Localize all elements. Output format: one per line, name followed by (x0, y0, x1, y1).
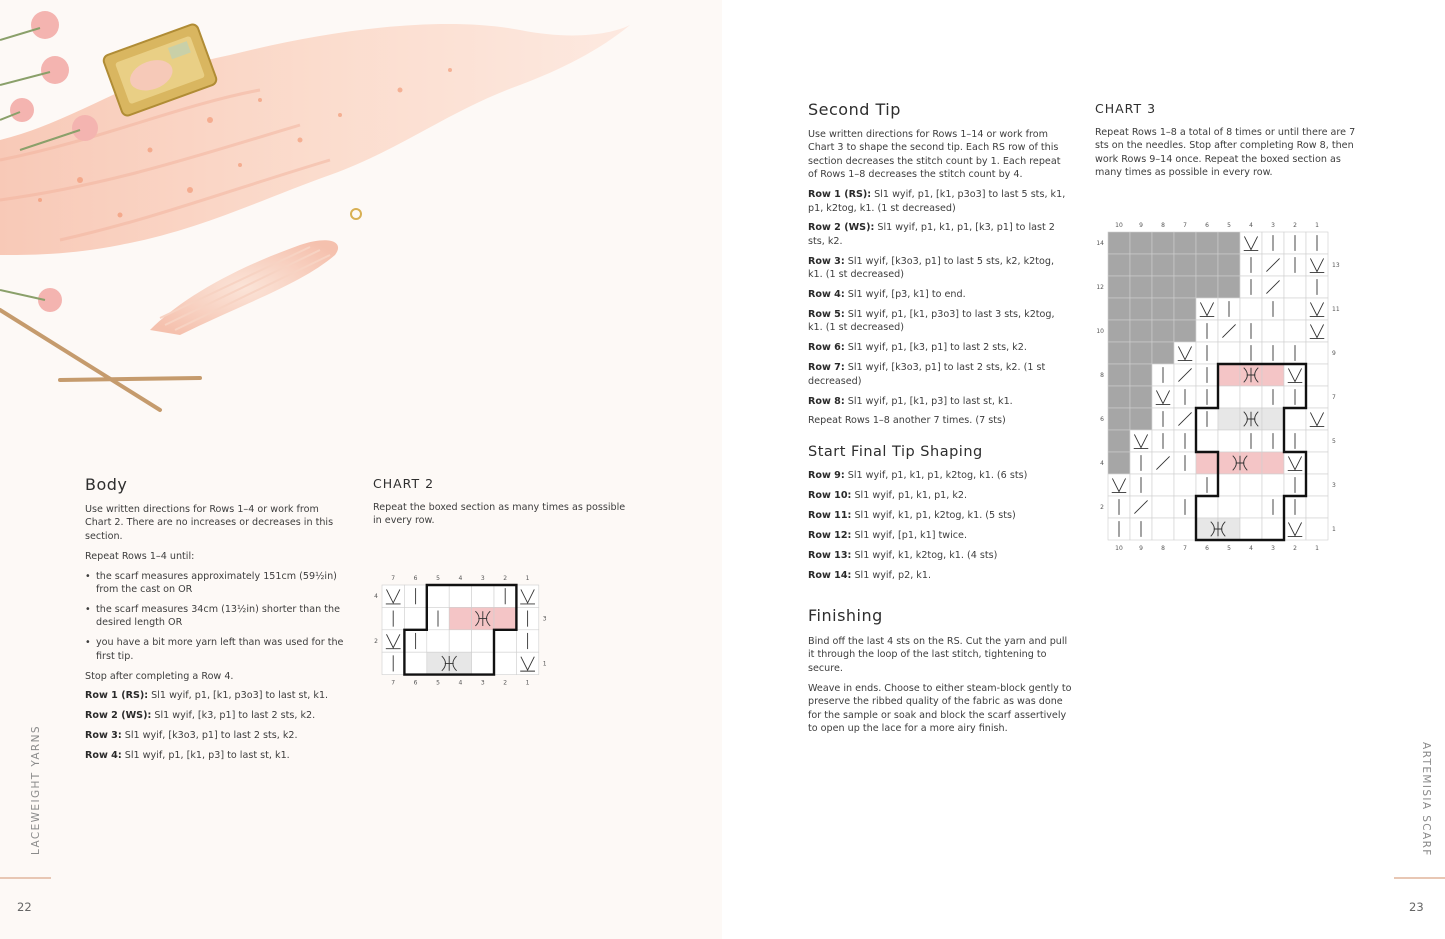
row-label: Row 3: (808, 255, 845, 267)
chart-cell (449, 607, 471, 629)
chart-column-number: 6 (413, 679, 418, 687)
chart-cell (1218, 276, 1240, 298)
body-row-4 (85, 749, 347, 762)
body-bullet: • you have a bit more yarn left than was used for the first tip. (96, 636, 347, 663)
row-label: Row 12: (808, 529, 852, 541)
row-text: Sl1 wyif, p1, [k1, p3] to last st, k1. (124, 750, 290, 762)
body-bullet-list (85, 570, 347, 663)
row-text: Sl1 wyif, p1, [k3, p1] to last 2 sts, k2. (847, 342, 1027, 354)
body-bullet: • the scarf measures approximately 151cm (59½in) from the cast on OR (96, 570, 347, 597)
chart-cell (1218, 342, 1240, 364)
chart-cell (1306, 452, 1328, 474)
chart-cell (494, 607, 516, 629)
chart-column-number: 3 (1271, 222, 1275, 229)
chart-column-number: 9 (1139, 545, 1143, 552)
body-heading: Body (85, 475, 128, 494)
finishing-heading: Finishing (808, 606, 883, 625)
chart-cell (1152, 254, 1174, 276)
chart-cell (1218, 364, 1240, 386)
chart-cell (1262, 518, 1284, 540)
tip-row-6 (808, 341, 1070, 354)
chart-cell (1196, 452, 1218, 474)
chart-cell (1130, 386, 1152, 408)
body-row-3 (85, 729, 347, 742)
chart-column-number: 1 (1315, 545, 1319, 552)
row-text: Sl1 wyif, p1, [k1, p3] to last st, k1. (847, 395, 1013, 407)
chart-cell (1108, 298, 1130, 320)
chart-column-number: 1 (525, 575, 530, 582)
tip-row-1 (808, 188, 1070, 215)
chart3-note-box (1095, 126, 1357, 186)
final-row-13 (808, 549, 1070, 562)
chart-cell (1152, 276, 1174, 298)
chart-cell (1240, 474, 1262, 496)
second-tip-heading: Second Tip (808, 100, 901, 119)
row-text: Sl1 wyif, k1, k2tog, k1. (4 sts) (854, 549, 998, 561)
chart-row-number: 6 (1100, 416, 1104, 423)
row-label: Row 14: (808, 569, 852, 581)
chart-cell (1152, 342, 1174, 364)
row-text: Sl1 wyif, p1, k1, p1, [k3, p1] to last 2 sts, k2. (808, 222, 1055, 247)
chart-column-number: 5 (436, 679, 440, 687)
chart-cell (1108, 342, 1130, 364)
chart-cell (1174, 320, 1196, 342)
row-label: Row 2 (WS): (808, 222, 875, 234)
chart-cell (1306, 474, 1328, 496)
chart-cell (1108, 276, 1130, 298)
chart-cell (1174, 518, 1196, 540)
chart-cell (1218, 408, 1240, 430)
row-label: Row 2 (WS): (85, 710, 152, 722)
chart-cell (1130, 276, 1152, 298)
chart-cell (1306, 386, 1328, 408)
row-label: Row 8: (808, 395, 845, 407)
row-text: Sl1 wyif, [k3, p1] to last 2 sts, k2. (154, 710, 316, 722)
chart-row-number: 9 (1332, 350, 1336, 357)
row-label: Row 10: (808, 489, 852, 501)
finishing-section (808, 635, 1072, 742)
tip-row-5 (808, 308, 1070, 335)
chart-column-number: 9 (1139, 222, 1143, 229)
chart-column-number: 3 (1271, 545, 1275, 552)
chart-column-number: 6 (413, 575, 418, 582)
chart-column-number: 7 (1183, 545, 1187, 552)
chart-column-number: 1 (1315, 222, 1319, 229)
chart-row-number: 11 (1332, 306, 1340, 313)
right-page (722, 0, 1445, 939)
chart-column-number: 5 (436, 575, 440, 582)
chart-row-number: 2 (1100, 504, 1104, 511)
side-title: ARTEMISIA SCARF (1420, 742, 1432, 857)
chart-cell (1306, 496, 1328, 518)
chart-cell (1306, 518, 1328, 540)
chart-row-number: 13 (1332, 262, 1340, 269)
final-row-12 (808, 529, 1070, 542)
chart-cell (404, 652, 426, 674)
finishing-paragraph: Bind off the last 4 sts on the RS. Cut the yarn and pull it through the loop of the last stitch, tightening to secure. (808, 636, 1068, 674)
chart-cell (1108, 408, 1130, 430)
chart-cell (494, 652, 516, 674)
second-tip-intro: Use written directions for Rows 1–14 or work from Chart 3 to shape the second tip. Each RS row of this section decreases the stitch count by 1. Each repeat of Rows 1–8 decreases the stitch count by 4. (808, 129, 1061, 181)
chart-cell (1196, 232, 1218, 254)
chart2-note: Repeat the boxed section as many times as possible in every row. (373, 502, 626, 527)
chart-row-number: 4 (374, 593, 378, 601)
chart-cell (1262, 364, 1284, 386)
chart-cell (1108, 452, 1130, 474)
chart-cell (1108, 254, 1130, 276)
row-text: Sl1 wyif, p1, k1, p1, k2. (854, 489, 968, 501)
chart-cell (1152, 474, 1174, 496)
footer-rule (0, 877, 51, 879)
chart-cell (449, 585, 471, 607)
chart-cell (1284, 298, 1306, 320)
chart-cell (1218, 254, 1240, 276)
chart-cell (449, 630, 471, 652)
body-intro: Use written directions for Rows 1–4 or work from Chart 2. There are no increases or decreases in this section. (85, 504, 334, 542)
chart-column-number: 2 (1293, 222, 1297, 229)
chart-cell (1130, 364, 1152, 386)
chart-column-number: 5 (1227, 222, 1231, 229)
page-number: 22 (17, 900, 32, 914)
tip-row-3 (808, 255, 1070, 282)
chart-cell (404, 607, 426, 629)
row-text: Sl1 wyif, [p3, k1] to end. (847, 289, 966, 301)
chart-cell (1240, 518, 1262, 540)
chart-cell (1152, 298, 1174, 320)
row-text: Sl1 wyif, [k3o3, p1] to last 2 sts, k2. (1 st decreased) (808, 362, 1046, 387)
chart-row-number: 14 (1096, 240, 1104, 247)
chart-cell (1152, 320, 1174, 342)
second-tip-section (808, 128, 1070, 434)
side-title: LACEWEIGHT YARNS (30, 725, 42, 855)
body-row-1 (85, 689, 347, 702)
row-label: Row 3: (85, 730, 122, 742)
chart-cell (1174, 232, 1196, 254)
row-text: Sl1 wyif, p2, k1. (854, 569, 932, 581)
tip-row-7 (808, 361, 1070, 388)
chart-cell (1130, 320, 1152, 342)
final-row-14 (808, 569, 1070, 582)
chart3-heading: CHART 3 (1095, 101, 1157, 116)
chart-row-number: 7 (1332, 394, 1336, 401)
row-label: Row 4: (85, 750, 122, 762)
final-row-11 (808, 509, 1070, 522)
chart-row-number: 8 (1100, 372, 1104, 379)
chart-column-number: 2 (503, 575, 508, 582)
chart-column-number: 3 (480, 575, 485, 582)
scarf-photo (0, 0, 722, 430)
chart-cell (1108, 364, 1130, 386)
chart-row-number: 10 (1096, 328, 1104, 335)
chart-row-number: 1 (1332, 526, 1336, 533)
chart-cell (1108, 320, 1130, 342)
chart-cell (1240, 298, 1262, 320)
chart-column-number: 4 (458, 679, 463, 687)
row-label: Row 1 (RS): (85, 690, 149, 702)
chart-cell (1174, 254, 1196, 276)
body-section (85, 503, 347, 769)
chart-column-number: 10 (1115, 222, 1123, 229)
chart-cell (1218, 232, 1240, 254)
row-text: Sl1 wyif, p1, k1, p1, k2tog, k1. (6 sts) (847, 470, 1028, 481)
chart-cell (1130, 232, 1152, 254)
chart-column-number: 4 (1249, 222, 1253, 229)
chart-cell (1108, 386, 1130, 408)
chart-cell (1240, 386, 1262, 408)
chart-cell (1240, 496, 1262, 518)
chart-cell (1306, 430, 1328, 452)
chart-cell (1262, 320, 1284, 342)
chart-column-number: 4 (1249, 545, 1253, 552)
chart-cell (1262, 474, 1284, 496)
chart-column-number: 7 (391, 575, 396, 582)
chart-cell (1218, 386, 1240, 408)
chart-cell (472, 630, 494, 652)
row-label: Row 13: (808, 549, 852, 561)
body-row-2 (85, 709, 347, 722)
chart-column-number: 7 (391, 679, 396, 687)
chart-cell (494, 630, 516, 652)
chart-row-number: 2 (374, 638, 378, 645)
body-bullet: • the scarf measures 34cm (13½in) shorter than the desired length OR (96, 603, 347, 630)
chart-cell (472, 585, 494, 607)
chart-column-number: 4 (458, 575, 463, 582)
chart-cell (1218, 496, 1240, 518)
row-text: Sl1 wyif, p1, [k1, p3o3] to last st, k1. (151, 690, 329, 702)
chart-row-number: 3 (542, 615, 547, 623)
chart-cell (1284, 276, 1306, 298)
row-text: Sl1 wyif, [k3o3, p1] to last 2 sts, k2. (124, 730, 298, 742)
chart-cell (472, 652, 494, 674)
row-text: Sl1 wyif, p1, [k1, p3o3] to last 5 sts, k1, p1, k2tog, k1. (1 st decreased) (808, 189, 1066, 214)
left-page (0, 0, 722, 939)
chart-row-number: 12 (1096, 284, 1104, 291)
row-label: Row 4: (808, 289, 845, 301)
chart-cell (1130, 342, 1152, 364)
row-text: Sl1 wyif, p1, [k1, p3o3] to last 3 sts, k2tog, k1. (1 st decreased) (808, 308, 1055, 334)
tip-row-2 (808, 221, 1070, 248)
chart-column-number: 1 (525, 679, 530, 687)
chart2-knitting-chart (365, 568, 555, 687)
chart-column-number: 7 (1183, 222, 1187, 229)
row-label: Row 11: (808, 509, 852, 521)
body-stop: Stop after completing a Row 4. (85, 670, 234, 682)
final-row-10 (808, 489, 1070, 502)
chart-cell (1196, 496, 1218, 518)
chart-cell (1284, 320, 1306, 342)
chart-cell (1196, 430, 1218, 452)
finishing-paragraph: Weave in ends. Choose to either steam-block gently to preserve the ribbed quality of the fabric as was done for the sample or soak and block the scarf assertively to open up the lace for a more airy finish. (808, 682, 1072, 734)
chart-cell (1130, 298, 1152, 320)
chart-cell (1174, 474, 1196, 496)
chart-column-number: 3 (480, 679, 485, 687)
chart2-note-box (373, 501, 635, 534)
chart3-knitting-chart (1088, 216, 1368, 552)
chart-row-number: 4 (1100, 460, 1104, 467)
chart3-note: Repeat Rows 1–8 a total of 8 times or until there are 7 sts on the needles. Stop after completing Row 8, then work Rows 9–14 once. Repeat the boxed section as many times as possible in every row. (1095, 127, 1356, 179)
chart-cell (1196, 276, 1218, 298)
chart-row-number: 1 (542, 660, 547, 668)
chart-column-number: 6 (1205, 222, 1209, 229)
chart-cell (427, 585, 449, 607)
row-label: Row 7: (808, 362, 845, 374)
row-label: Row 1 (RS): (808, 189, 872, 201)
chart-cell (427, 630, 449, 652)
chart-cell (1174, 298, 1196, 320)
chart-column-number: 6 (1205, 545, 1209, 552)
chart-column-number: 2 (503, 679, 508, 687)
row-text: Sl1 wyif, [p1, k1] twice. (854, 529, 968, 541)
chart-cell (1306, 364, 1328, 386)
chart-cell (1152, 232, 1174, 254)
chart-cell (1306, 342, 1328, 364)
footer-rule (1394, 877, 1445, 879)
chart-cell (1196, 254, 1218, 276)
chart-cell (1108, 430, 1130, 452)
final-tip-section (808, 469, 1070, 588)
chart-cell (1218, 474, 1240, 496)
chart-cell (1284, 408, 1306, 430)
chart-column-number: 2 (1293, 545, 1297, 552)
chart-cell (1130, 254, 1152, 276)
chart-cell (1218, 430, 1240, 452)
chart-cell (1130, 408, 1152, 430)
row-label: Row 6: (808, 342, 845, 354)
chart-column-number: 8 (1161, 222, 1165, 229)
chart-column-number: 5 (1227, 545, 1231, 552)
row-text: Sl1 wyif, [k3o3, p1] to last 5 sts, k2, k2tog, k1. (1 st decreased) (808, 255, 1055, 281)
chart-cell (1108, 232, 1130, 254)
chart-column-number: 10 (1115, 545, 1123, 552)
row-label: Row 9: (808, 470, 845, 481)
chart-row-number: 3 (1332, 482, 1336, 489)
chart2-heading: CHART 2 (373, 476, 435, 491)
chart-cell (1152, 496, 1174, 518)
body-repeat: Repeat Rows 1–4 until: (85, 550, 195, 562)
chart-row-number: 5 (1332, 438, 1336, 445)
tip-repeat: Repeat Rows 1–8 another 7 times. (7 sts) (808, 415, 1006, 427)
chart-cell (1262, 452, 1284, 474)
final-row-9 (808, 469, 1070, 482)
chart-column-number: 8 (1161, 545, 1165, 552)
chart-cell (1174, 276, 1196, 298)
tip-row-4 (808, 288, 1070, 301)
row-text: Sl1 wyif, k1, p1, k2tog, k1. (5 sts) (854, 509, 1016, 521)
chart-cell (1262, 408, 1284, 430)
chart-cell (1152, 518, 1174, 540)
page-number: 23 (1409, 900, 1424, 914)
tip-row-8 (808, 395, 1070, 408)
row-label: Row 5: (808, 308, 845, 320)
final-tip-heading: Start Final Tip Shaping (808, 444, 983, 460)
